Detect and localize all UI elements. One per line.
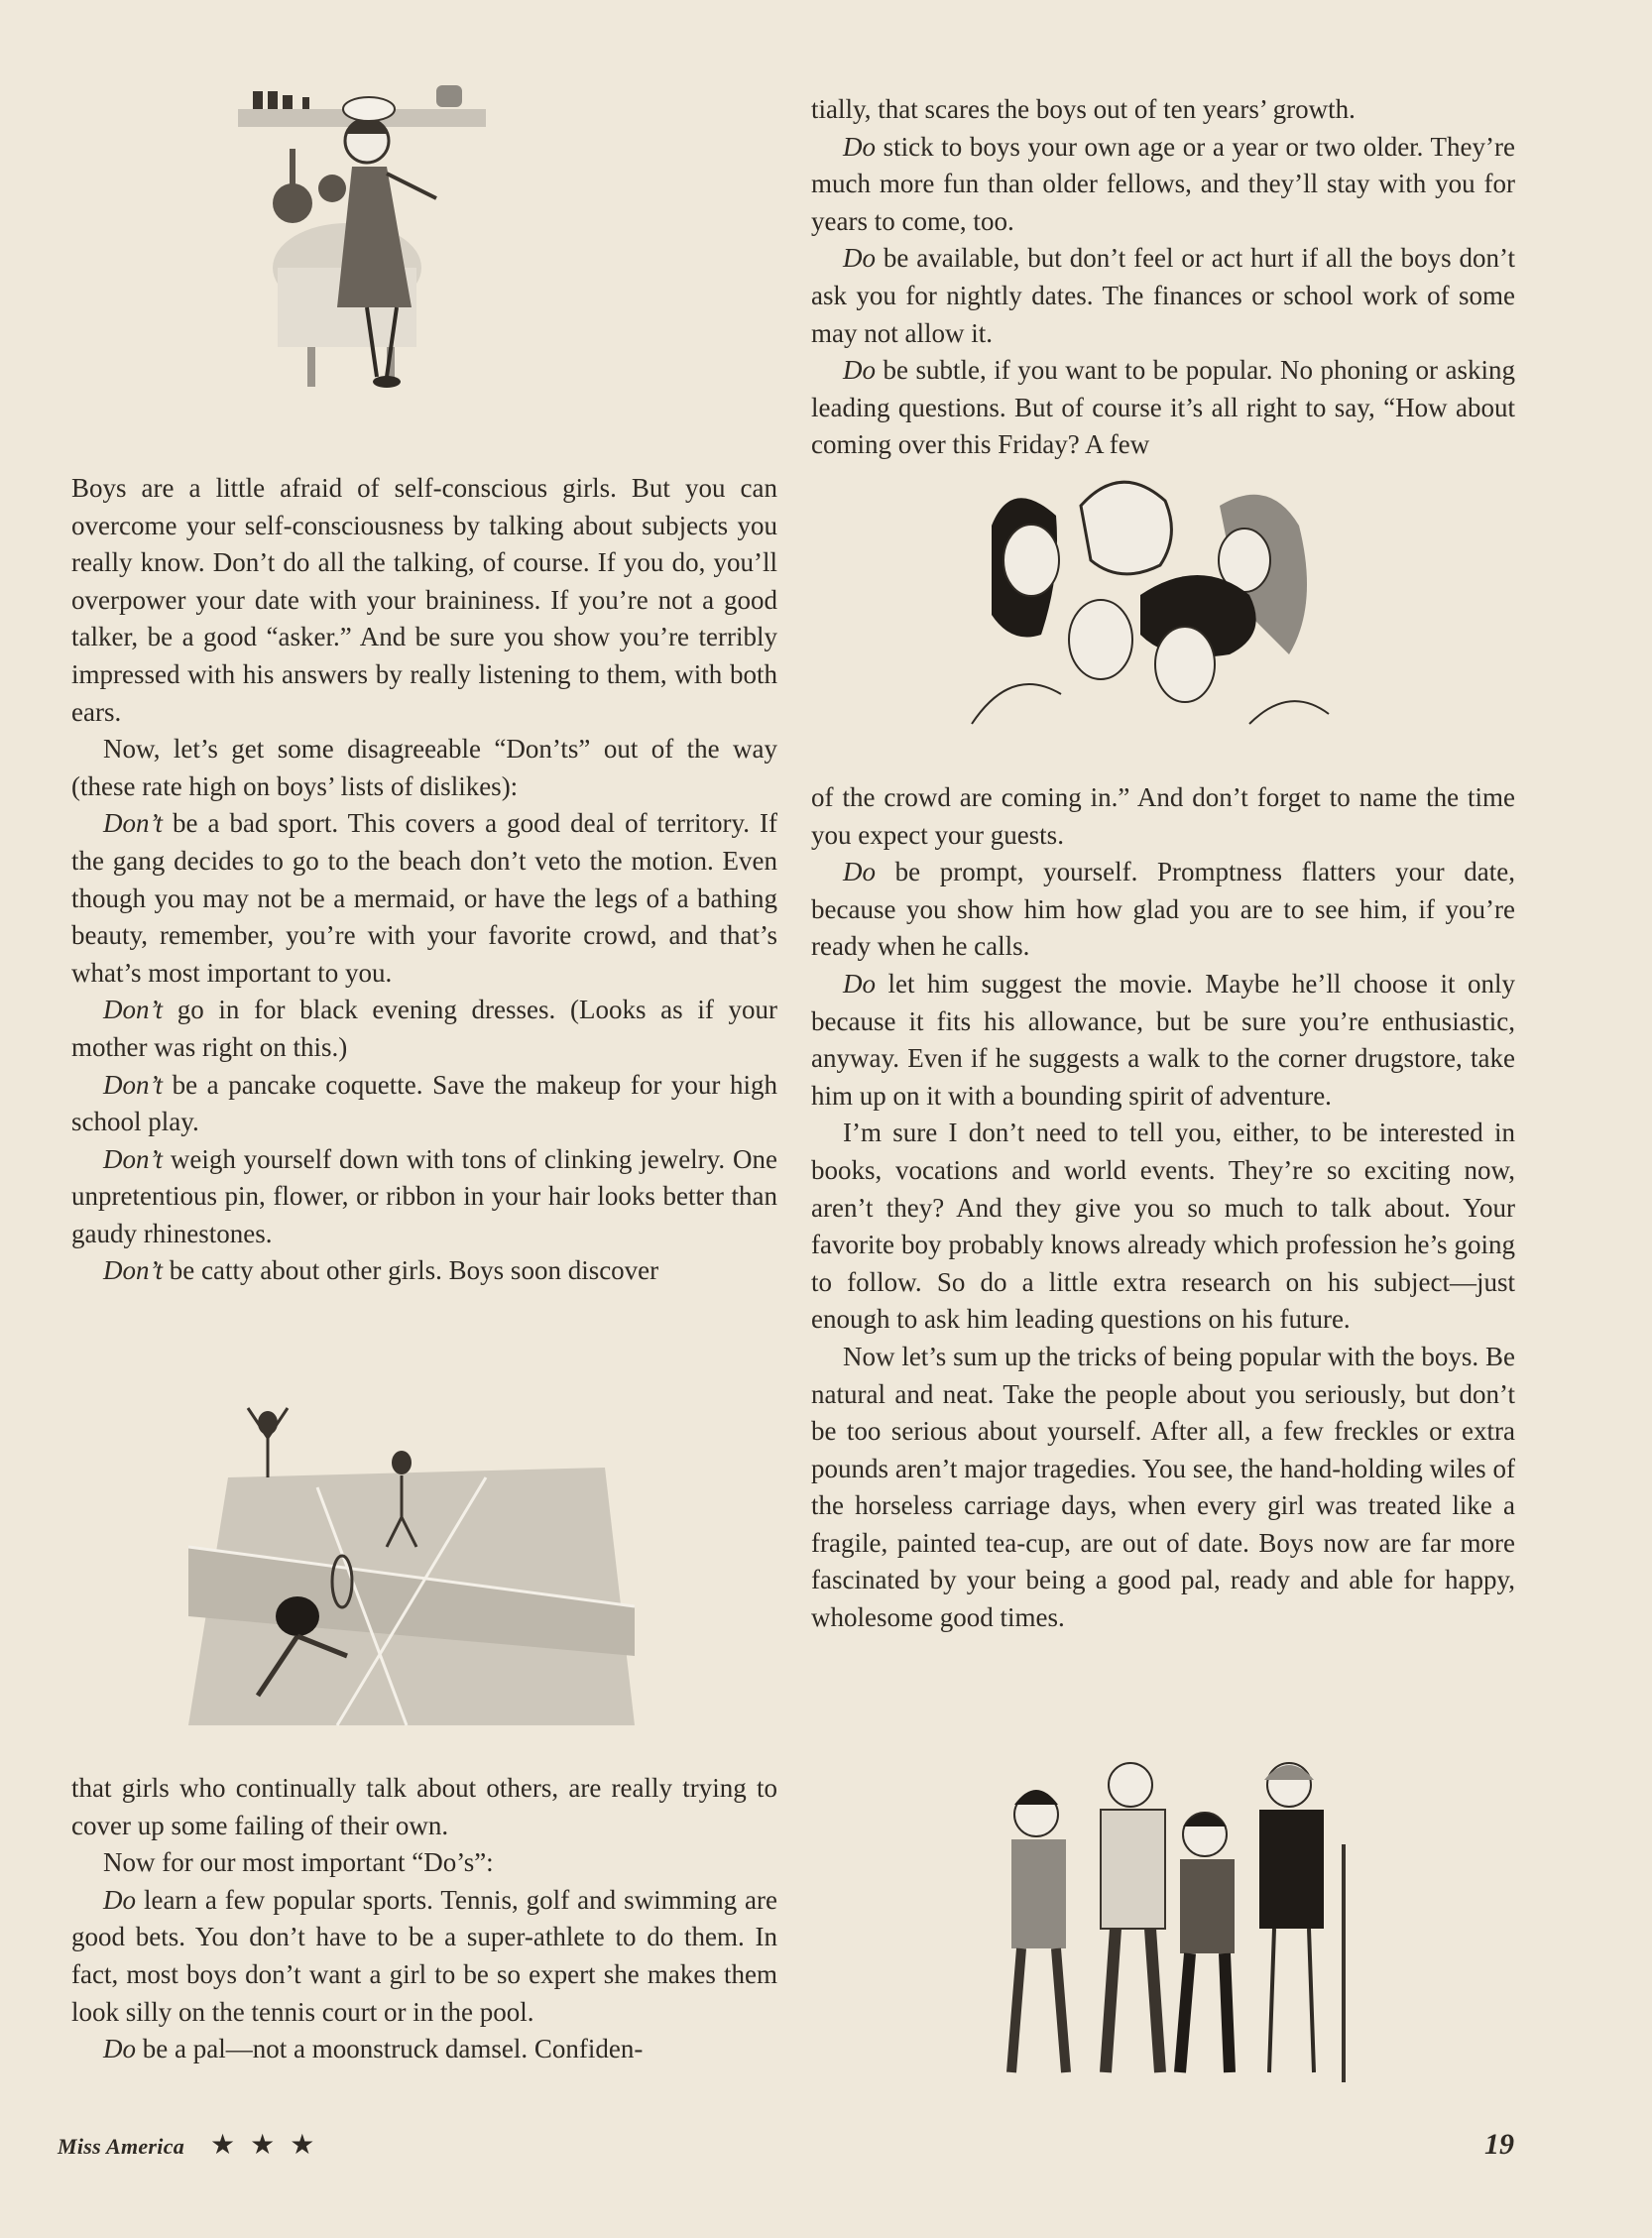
paragraph <box>71 805 777 992</box>
paragraph-text: tially, that scares the boys out of ten years’ growth. <box>811 94 1356 124</box>
paragraph-text: weigh yourself down with tons of clinking jewelry. One unpretentious pin, flower, or ribbon in your hair looks better than gaudy rhinestones. <box>71 1143 777 1248</box>
page-number: 19 <box>1484 2128 1514 2161</box>
paragraph-lead-word: Do <box>843 131 876 162</box>
paragraph-text: be subtle, if you want to be popular. No phoning or asking leading questions. But of course it’s all right to say, “How about coming over this Friday? A few <box>811 355 1515 460</box>
paragraph-text: Now for our most important “Do’s”: <box>103 1847 494 1878</box>
paragraph <box>811 129 1515 241</box>
friends-gossiping-illustration <box>952 466 1349 764</box>
paragraph <box>71 1770 777 1844</box>
paragraph-text: that girls who continually talk about others, are really trying to cover up some failing of their own. <box>71 1773 777 1840</box>
paragraph-text: learn a few popular sports. Tennis, golf and swimming are good bets. You don’t have to be a super-athlete to do them. In fact, most boys don’t want a girl to be so expert she makes them look silly on the tennis court or in the pool. <box>71 1884 777 2027</box>
paragraph <box>811 854 1515 966</box>
paragraph <box>811 966 1515 1115</box>
paragraph-text: go in for black evening dresses. (Looks as if your mother was right on this.) <box>71 995 777 1062</box>
paragraph-lead-word: Don’t <box>103 1143 163 1174</box>
paragraph <box>811 1339 1515 1637</box>
paragraph-lead-word: Don’t <box>103 1069 163 1100</box>
right-column-bottom <box>811 779 1515 1637</box>
paragraph <box>71 1067 777 1141</box>
paragraph <box>71 470 777 731</box>
paragraph-text: Boys are a little afraid of self-conscious girls. But you can overcome your self-consciousness by talking about subjects you really know. Don’t do all the talking, of course. If you do, you’ll overpower your date with your braininess. If you’re not a good talker, be a good “asker.” And be sure you show you’re terribly impressed with his answers by really listening to them, with both ears. <box>71 473 777 727</box>
paragraph-lead-word: Do <box>843 355 876 386</box>
paragraph-text: Now, let’s get some disagreeable “Don’ts” out of the way (these rate high on boys’ lists of dislikes): <box>71 734 777 801</box>
paragraph-lead-word: Do <box>103 2034 136 2064</box>
left-column-bottom <box>71 1770 777 2068</box>
paragraph-lead-word: Do <box>843 857 876 887</box>
paragraph-lead-word: Don’t <box>103 808 163 839</box>
kitchen-girl-illustration <box>238 79 545 421</box>
paragraph-text: be catty about other girls. Boys soon discover <box>163 1255 659 1286</box>
paragraph-text: be a pal—not a moonstruck damsel. Confiden- <box>136 2034 644 2064</box>
paragraph-lead-word: Do <box>843 243 876 274</box>
paragraph-lead-word: Don’t <box>103 995 163 1025</box>
paragraph-text: be available, but don’t feel or act hurt if all the boys don’t ask you for nightly dates. The finances or school work of some may not allow it. <box>811 243 1515 348</box>
left-column-top <box>71 470 777 1290</box>
paragraph <box>811 352 1515 464</box>
paragraph-text: Now let’s sum up the tricks of being popular with the boys. Be natural and neat. Take the people about you seriously, but don’t be too serious about yourself. After all, a few freckles or extra pounds aren’t major tragedies. You see, the hand-holding wiles of the horseless carriage days, when every girl was treated like a fragile, painted tea-cup, are out of date. Boys now are far more fascinated by your being a good pal, ready and able for happy, wholesome good times. <box>811 1341 1515 1633</box>
paragraph-lead-word: Don’t <box>103 1255 163 1286</box>
magazine-name: Miss America <box>58 2134 185 2159</box>
footer-stars: ★ ★ ★ <box>210 2130 319 2161</box>
tennis-court-illustration <box>188 1398 635 1735</box>
paragraph <box>71 992 777 1066</box>
paragraph <box>71 1844 777 1882</box>
paragraph <box>71 731 777 805</box>
paragraph-text: let him suggest the movie. Maybe he’ll choose it only because it fits his allowance, but be sure you’re enthusiastic, anyway. Even if he suggests a walk to the corner drugstore, take him up on it with a bounding spirit of adventure. <box>811 968 1515 1111</box>
paragraph <box>811 91 1515 129</box>
paragraph-lead-word: Do <box>843 968 876 999</box>
paragraph-text: be a bad sport. This covers a good deal of territory. If the gang decides to go to the beach don’t veto the motion. Even though you may not be a mermaid, or have the legs of a bathing beauty, remember, you’re with your favorite crowd, and that’s what’s most important to you. <box>71 808 777 988</box>
paragraph-text: stick to boys your own age or a year or two older. They’re much more fun than older fellows, and they’ll stay with you for years to come, too. <box>811 131 1515 236</box>
paragraph <box>811 240 1515 352</box>
hikers-group-illustration <box>967 1755 1373 2112</box>
paragraph <box>71 2031 777 2068</box>
paragraph <box>71 1882 777 2031</box>
right-column-top <box>811 91 1515 464</box>
paragraph <box>811 1115 1515 1339</box>
paragraph <box>71 1252 777 1290</box>
paragraph <box>811 779 1515 854</box>
paragraph-text: of the crowd are coming in.” And don’t forget to name the time you expect your guests. <box>811 782 1515 850</box>
paragraph-lead-word: Do <box>103 1884 136 1915</box>
paragraph-text: be prompt, yourself. Promptness flatters your date, because you show him how glad you are to see him, if you’re ready when he calls. <box>811 857 1515 962</box>
paragraph-text: I’m sure I don’t need to tell you, either, to be interested in books, vocations and world events. They’re so exciting now, aren’t they? And they give you so much to talk about. Your favorite boy probably knows already which profession he’s going to follow. So do a little extra research on his subject—just enough to ask him leading questions on his future. <box>811 1118 1515 1335</box>
paragraph <box>71 1141 777 1253</box>
paragraph-text: be a pancake coquette. Save the makeup for your high school play. <box>71 1069 777 1137</box>
